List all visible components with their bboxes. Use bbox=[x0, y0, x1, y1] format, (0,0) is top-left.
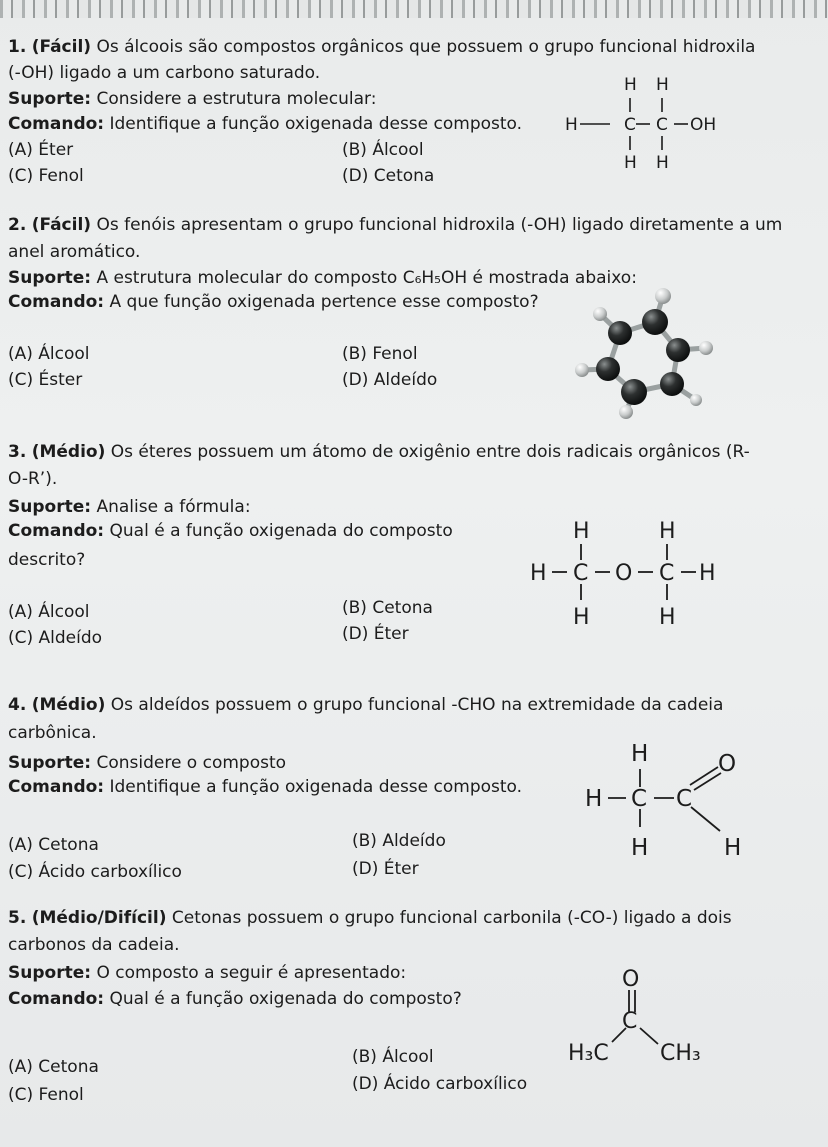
q5-atom-c: C bbox=[622, 1009, 638, 1034]
q3-atom-o: O bbox=[615, 561, 633, 586]
q1-option-a: (A) Éter bbox=[8, 140, 74, 160]
q2-option-b: (B) Fenol bbox=[342, 344, 418, 364]
q4-level: (Médio) bbox=[31, 695, 106, 715]
q1-support-label: Suporte: bbox=[8, 89, 92, 109]
q1-number: 1. bbox=[8, 37, 27, 57]
q2-hydrogen-atom bbox=[575, 363, 589, 377]
q3-intro-text: Os éteres possuem um átomo de oxigênio entre dois radicais orgânicos (R- bbox=[110, 442, 750, 462]
q1-command-text: Identifique a função oxigenada desse composto. bbox=[109, 114, 523, 134]
q5-acetone-structure bbox=[560, 950, 760, 1075]
q1-support-text: Considere a estrutura molecular: bbox=[96, 89, 377, 109]
q5-option-b: (B) Álcool bbox=[352, 1047, 434, 1067]
q4-atom-o: O bbox=[718, 751, 737, 777]
q5-intro-line2: carbonos da cadeia. bbox=[8, 935, 180, 955]
q1-option-c: (C) Fenol bbox=[8, 166, 84, 186]
q1-atom-h-left: H bbox=[565, 115, 578, 135]
q4-atom-h-bottom: H bbox=[631, 835, 649, 861]
q5-option-d: (D) Ácido carboxílico bbox=[352, 1074, 528, 1094]
q3-atom-h-top2: H bbox=[659, 519, 676, 544]
q5-command bbox=[8, 988, 462, 1010]
q3-intro-line2: O-R’). bbox=[8, 469, 58, 489]
q2-hydrogen-atom bbox=[690, 394, 702, 406]
q3-atom-h-bottom2: H bbox=[659, 605, 676, 630]
q1-support bbox=[8, 88, 376, 110]
q2-number: 2. bbox=[8, 215, 27, 235]
q5-option-c: (C) Fenol bbox=[8, 1085, 84, 1105]
q1-ethanol-structure bbox=[560, 70, 740, 182]
q5-option-a: (A) Cetona bbox=[8, 1057, 99, 1077]
q3-number: 3. bbox=[8, 442, 27, 462]
q3-support bbox=[8, 496, 251, 518]
q2-carbon-atom bbox=[666, 338, 690, 362]
q3-atom-h-right: H bbox=[699, 561, 716, 586]
q3-atom-h-left: H bbox=[530, 561, 547, 586]
q1-option-b: (B) Álcool bbox=[342, 140, 424, 160]
q2-command-text: A que função oxigenada pertence esse composto? bbox=[109, 292, 539, 312]
q3-option-a: (A) Álcool bbox=[8, 602, 90, 622]
q4-atom-h-right: H bbox=[724, 835, 742, 861]
q5-number: 5. bbox=[8, 908, 27, 928]
q2-intro-text: Os fenóis apresentam o grupo funcional hidroxila (-OH) ligado diretamente a um bbox=[96, 215, 783, 235]
q3-atom-c1: C bbox=[573, 561, 589, 586]
q1-intro-line2: (-OH) ligado a um carbono saturado. bbox=[8, 63, 321, 83]
q2-carbon-atom bbox=[621, 379, 647, 405]
q3-atom-h-bottom1: H bbox=[573, 605, 590, 630]
q3-option-d: (D) Éter bbox=[342, 624, 409, 644]
q3-intro-line1 bbox=[8, 441, 750, 463]
q4-command-label: Comando: bbox=[8, 777, 105, 797]
q2-support-label: Suporte: bbox=[8, 268, 92, 288]
q3-dimethyl-ether-structure bbox=[525, 508, 745, 633]
q5-support bbox=[8, 962, 406, 984]
q2-hydrogen-atom bbox=[593, 307, 607, 321]
q2-option-a: (A) Álcool bbox=[8, 344, 90, 364]
q2-command bbox=[8, 291, 539, 313]
q5-support-label: Suporte: bbox=[8, 963, 92, 983]
q2-option-c: (C) Éster bbox=[8, 370, 83, 390]
q2-carbon-atom bbox=[660, 372, 684, 396]
q4-atom-h-left: H bbox=[585, 786, 603, 812]
q1-atom-c1: C bbox=[624, 115, 636, 135]
q2-level: (Fácil) bbox=[31, 215, 92, 235]
q4-number: 4. bbox=[8, 695, 27, 715]
q3-command-line2: descrito? bbox=[8, 550, 86, 570]
q1-atom-c2: C bbox=[656, 115, 668, 135]
q2-intro-line2: anel aromático. bbox=[8, 242, 141, 262]
q2-carbon-atom bbox=[596, 357, 620, 381]
q5-intro-line1 bbox=[8, 907, 732, 929]
q4-support bbox=[8, 752, 286, 774]
q3-support-text: Analise a fórmula: bbox=[96, 497, 251, 517]
q1-atom-h-bottom1: H bbox=[624, 153, 637, 173]
q3-atom-c2: C bbox=[659, 561, 675, 586]
q2-phenol-ball-model bbox=[560, 280, 730, 425]
q1-command-label: Comando: bbox=[8, 114, 105, 134]
q4-support-text: Considere o composto bbox=[96, 753, 287, 773]
q5-command-text: Qual é a função oxigenada do composto? bbox=[109, 989, 462, 1009]
q5-support-text: O composto a seguir é apresentado: bbox=[96, 963, 407, 983]
q3-command-text: Qual é a função oxigenada do composto bbox=[109, 521, 453, 541]
q1-level: (Fácil) bbox=[31, 37, 92, 57]
q2-support bbox=[8, 267, 637, 289]
q2-option-d: (D) Aldeído bbox=[342, 370, 438, 390]
q4-formaldehyde-structure bbox=[578, 733, 768, 863]
q5-atom-ch3: CH₃ bbox=[660, 1041, 701, 1066]
q5-command-label: Comando: bbox=[8, 989, 105, 1009]
q1-atom-oh: OH bbox=[690, 115, 717, 135]
q1-option-d: (D) Cetona bbox=[342, 166, 435, 186]
q2-support-text: A estrutura molecular do composto C₆H₅OH é mostrada abaixo: bbox=[96, 268, 637, 288]
q4-intro-text: Os aldeídos possuem o grupo funcional -CHO na extremidade da cadeia bbox=[110, 695, 724, 715]
q4-support-label: Suporte: bbox=[8, 753, 92, 773]
q3-atom-h-top1: H bbox=[573, 519, 590, 544]
q2-intro-line1 bbox=[8, 214, 782, 236]
q1-atom-h-top1: H bbox=[624, 75, 637, 95]
q1-intro-line1 bbox=[8, 36, 755, 58]
q4-atom-h-top: H bbox=[631, 741, 649, 767]
q2-hydrogen-atom bbox=[619, 405, 633, 419]
q4-intro-line1 bbox=[8, 694, 723, 716]
q3-command bbox=[8, 520, 453, 542]
q4-option-a: (A) Cetona bbox=[8, 835, 99, 855]
q2-command-label: Comando: bbox=[8, 292, 105, 312]
q2-carbon-atom bbox=[608, 321, 632, 345]
q3-command-label: Comando: bbox=[8, 521, 105, 541]
q1-intro-text: Os álcoois são compostos orgânicos que possuem o grupo funcional hidroxila bbox=[96, 37, 756, 57]
q1-atom-h-bottom2: H bbox=[656, 153, 669, 173]
q2-carbon-atom bbox=[642, 309, 668, 335]
q4-option-c: (C) Ácido carboxílico bbox=[8, 862, 182, 882]
q5-intro-text: Cetonas possuem o grupo funcional carbonila (-CO-) ligado a dois bbox=[171, 908, 732, 928]
q2-hydrogen-atom bbox=[699, 341, 713, 355]
q1-command bbox=[8, 113, 522, 135]
q2-hydrogen-atom bbox=[655, 288, 671, 304]
q4-command-text: Identifique a função oxigenada desse composto. bbox=[109, 777, 523, 797]
q1-atom-h-top2: H bbox=[656, 75, 669, 95]
q4-atom-c2: C bbox=[676, 786, 693, 812]
q5-level: (Médio/Difícil) bbox=[31, 908, 167, 928]
q4-atom-c1: C bbox=[631, 786, 648, 812]
q4-option-d: (D) Éter bbox=[352, 859, 419, 879]
q3-support-label: Suporte: bbox=[8, 497, 92, 517]
q5-atom-h3c: H₃C bbox=[568, 1041, 609, 1066]
q4-intro-line2: carbônica. bbox=[8, 723, 97, 743]
q5-atom-o: O bbox=[622, 967, 640, 992]
q3-level: (Médio) bbox=[31, 442, 106, 462]
q3-option-c: (C) Aldeído bbox=[8, 628, 103, 648]
q4-command bbox=[8, 776, 522, 798]
q4-option-b: (B) Aldeído bbox=[352, 831, 446, 851]
q3-option-b: (B) Cetona bbox=[342, 598, 433, 618]
page-top-edge bbox=[0, 0, 828, 18]
